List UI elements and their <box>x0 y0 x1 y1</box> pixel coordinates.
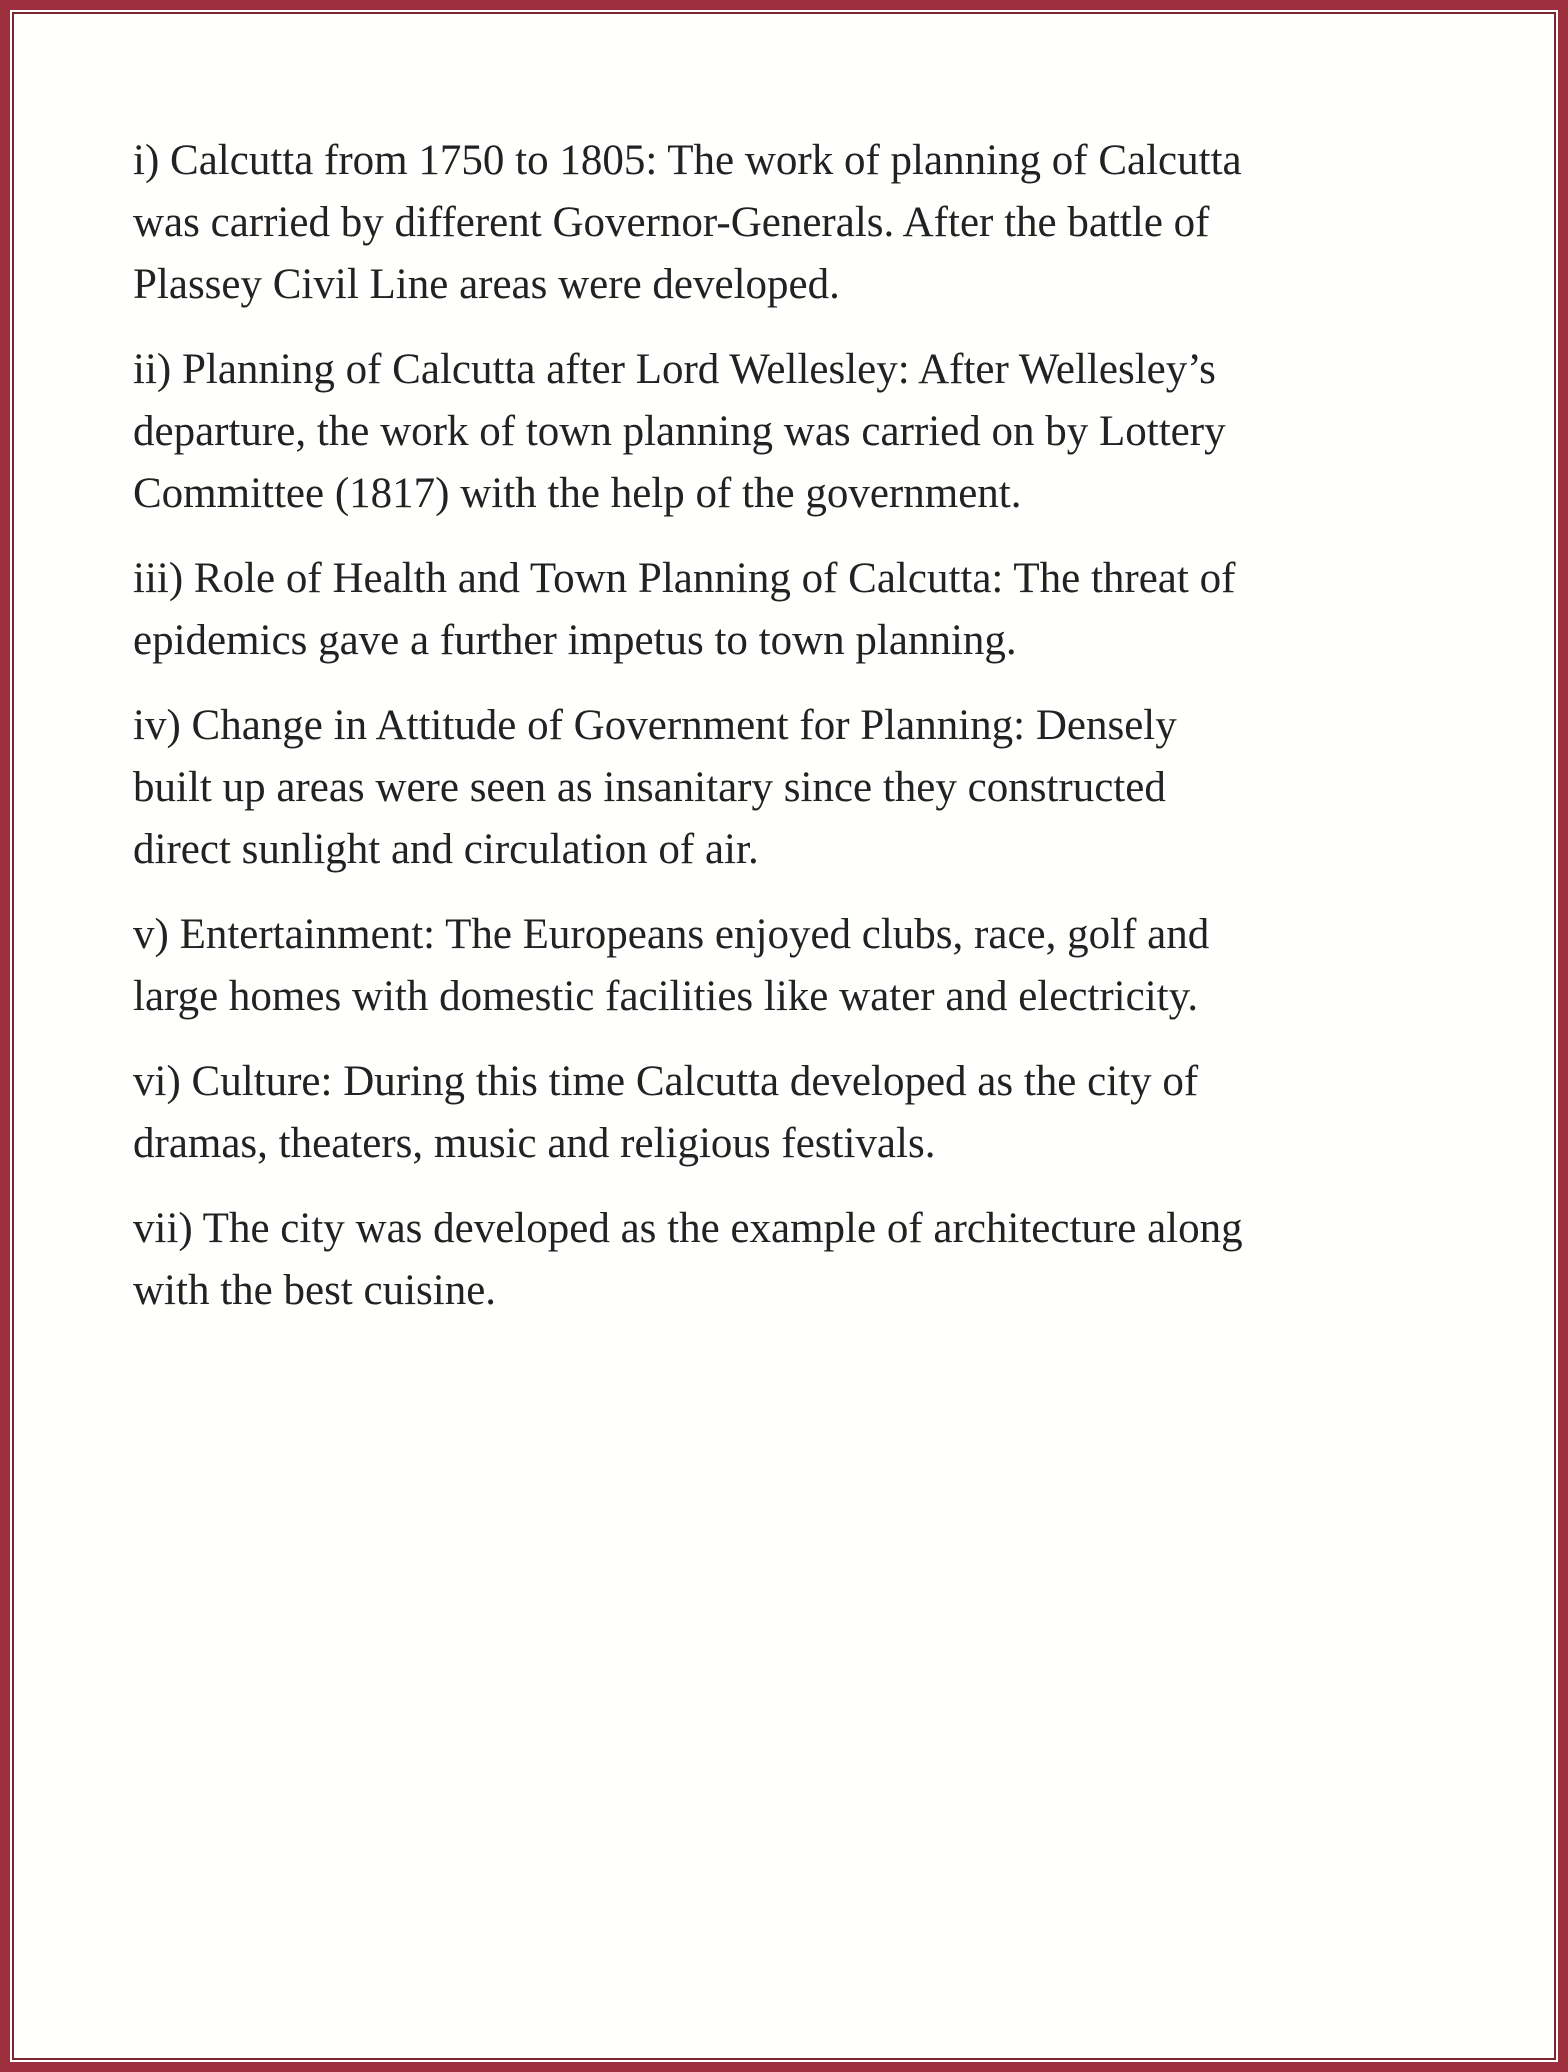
paragraph-3 <box>133 548 1453 672</box>
text-line: epidemics gave a further impetus to town planning. <box>133 617 1017 664</box>
text-line: Plassey Civil Line areas were developed. <box>133 261 840 308</box>
text-line: vi) Culture: During this time Calcutta developed as the city of <box>133 1058 1199 1105</box>
text-line: built up areas were seen as insanitary since they constructed <box>133 764 1166 811</box>
text-line: iii) Role of Health and Town Planning of Calcutta: The threat of <box>133 555 1236 602</box>
text-line: i) Calcutta from 1750 to 1805: The work of planning of Calcutta <box>133 137 1242 184</box>
text-line: departure, the work of town planning was carried on by Lottery <box>133 408 1226 455</box>
paragraph-1 <box>133 130 1453 316</box>
text-line: Committee (1817) with the help of the government. <box>133 470 1022 517</box>
paragraph-4 <box>133 695 1453 881</box>
text-line: with the best cuisine. <box>133 1267 497 1314</box>
text-line: was carried by different Governor-Generals. After the battle of <box>133 199 1210 246</box>
text-line: ii) Planning of Calcutta after Lord Wellesley: After Wellesley’s <box>133 346 1216 393</box>
paragraph-6 <box>133 1051 1453 1175</box>
paragraph-5 <box>133 904 1453 1028</box>
paragraph-2 <box>133 339 1453 525</box>
text-line: iv) Change in Attitude of Government for Planning: Densely <box>133 702 1177 749</box>
text-line: direct sunlight and circulation of air. <box>133 826 759 873</box>
text-line: vii) The city was developed as the example of architecture along <box>133 1205 1243 1252</box>
text-line: large homes with domestic facilities like water and electricity. <box>133 973 1199 1020</box>
text-line: dramas, theaters, music and religious festivals. <box>133 1120 936 1167</box>
text-line: v) Entertainment: The Europeans enjoyed clubs, race, golf and <box>133 911 1210 958</box>
document-body <box>133 130 1453 1345</box>
paragraph-7 <box>133 1198 1453 1322</box>
